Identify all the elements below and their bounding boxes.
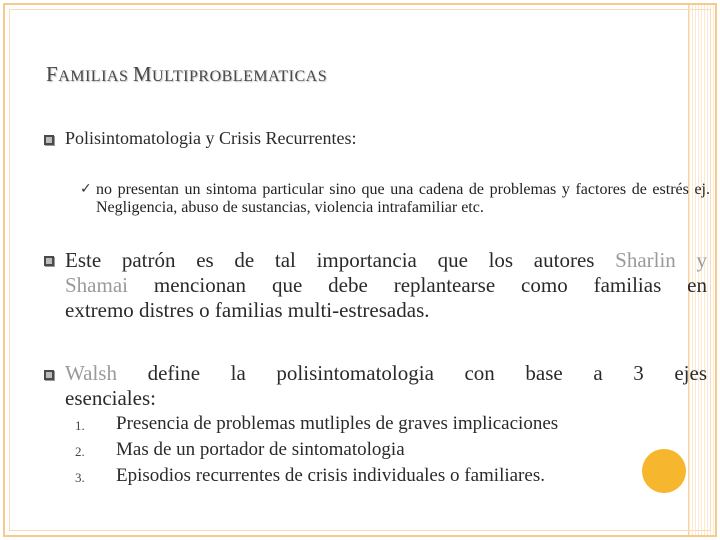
title-cap-1: F <box>46 62 59 86</box>
paragraph-line <box>65 248 707 273</box>
decorative-circle <box>642 449 686 493</box>
author-name-highlight: Shamai <box>65 273 128 297</box>
list-item: Presencia de problemas mutliples de graves implicaciones <box>116 413 559 434</box>
list-item-number: 1. <box>75 418 85 433</box>
list-item-number: 3. <box>75 470 85 485</box>
title-cap-2: M <box>132 62 153 86</box>
paragraph-text: mencionan que debe replantearse como familias en <box>128 273 707 297</box>
list-item: Mas de un portador de sintomatologia <box>116 439 405 460</box>
list-item-number: 2. <box>75 444 85 459</box>
author-name-highlight: Walsh <box>65 361 117 385</box>
square-bullet-icon <box>44 256 54 266</box>
author-name-highlight: Sharlin y <box>615 248 707 272</box>
paragraph-authors <box>65 248 707 323</box>
section-heading: Polisintomatologia y Crisis Recurrentes: <box>65 128 357 148</box>
title-rest-2: ULTIPROBLEMATICAS <box>152 68 328 85</box>
paragraph-line <box>65 273 707 298</box>
paragraph-walsh <box>65 361 707 411</box>
list-item: Episodios recurrentes de crisis individuales o familiares. <box>116 465 545 486</box>
paragraph-line: extremo distres o familias multi-estresadas. <box>65 298 430 322</box>
slide-title <box>46 62 327 87</box>
sub-item-text: no presentan un sintoma particular sino que una cadena de problemas y factores de estrés ej. Negligencia, abuso de sustancias, violencia intrafamiliar etc. <box>96 181 710 216</box>
paragraph-line: esenciales: <box>65 386 156 410</box>
checkmark-icon: ✓ <box>80 181 92 197</box>
square-bullet-icon <box>44 370 54 380</box>
square-bullet-icon <box>44 135 54 145</box>
paragraph-text: define la polisintomatologia con base a 3 ejes <box>116 361 707 385</box>
paragraph-line <box>65 361 707 386</box>
title-rest-1: AMILIAS <box>58 68 133 85</box>
paragraph-text: Este patrón es de tal importancia que los autores <box>65 248 616 272</box>
